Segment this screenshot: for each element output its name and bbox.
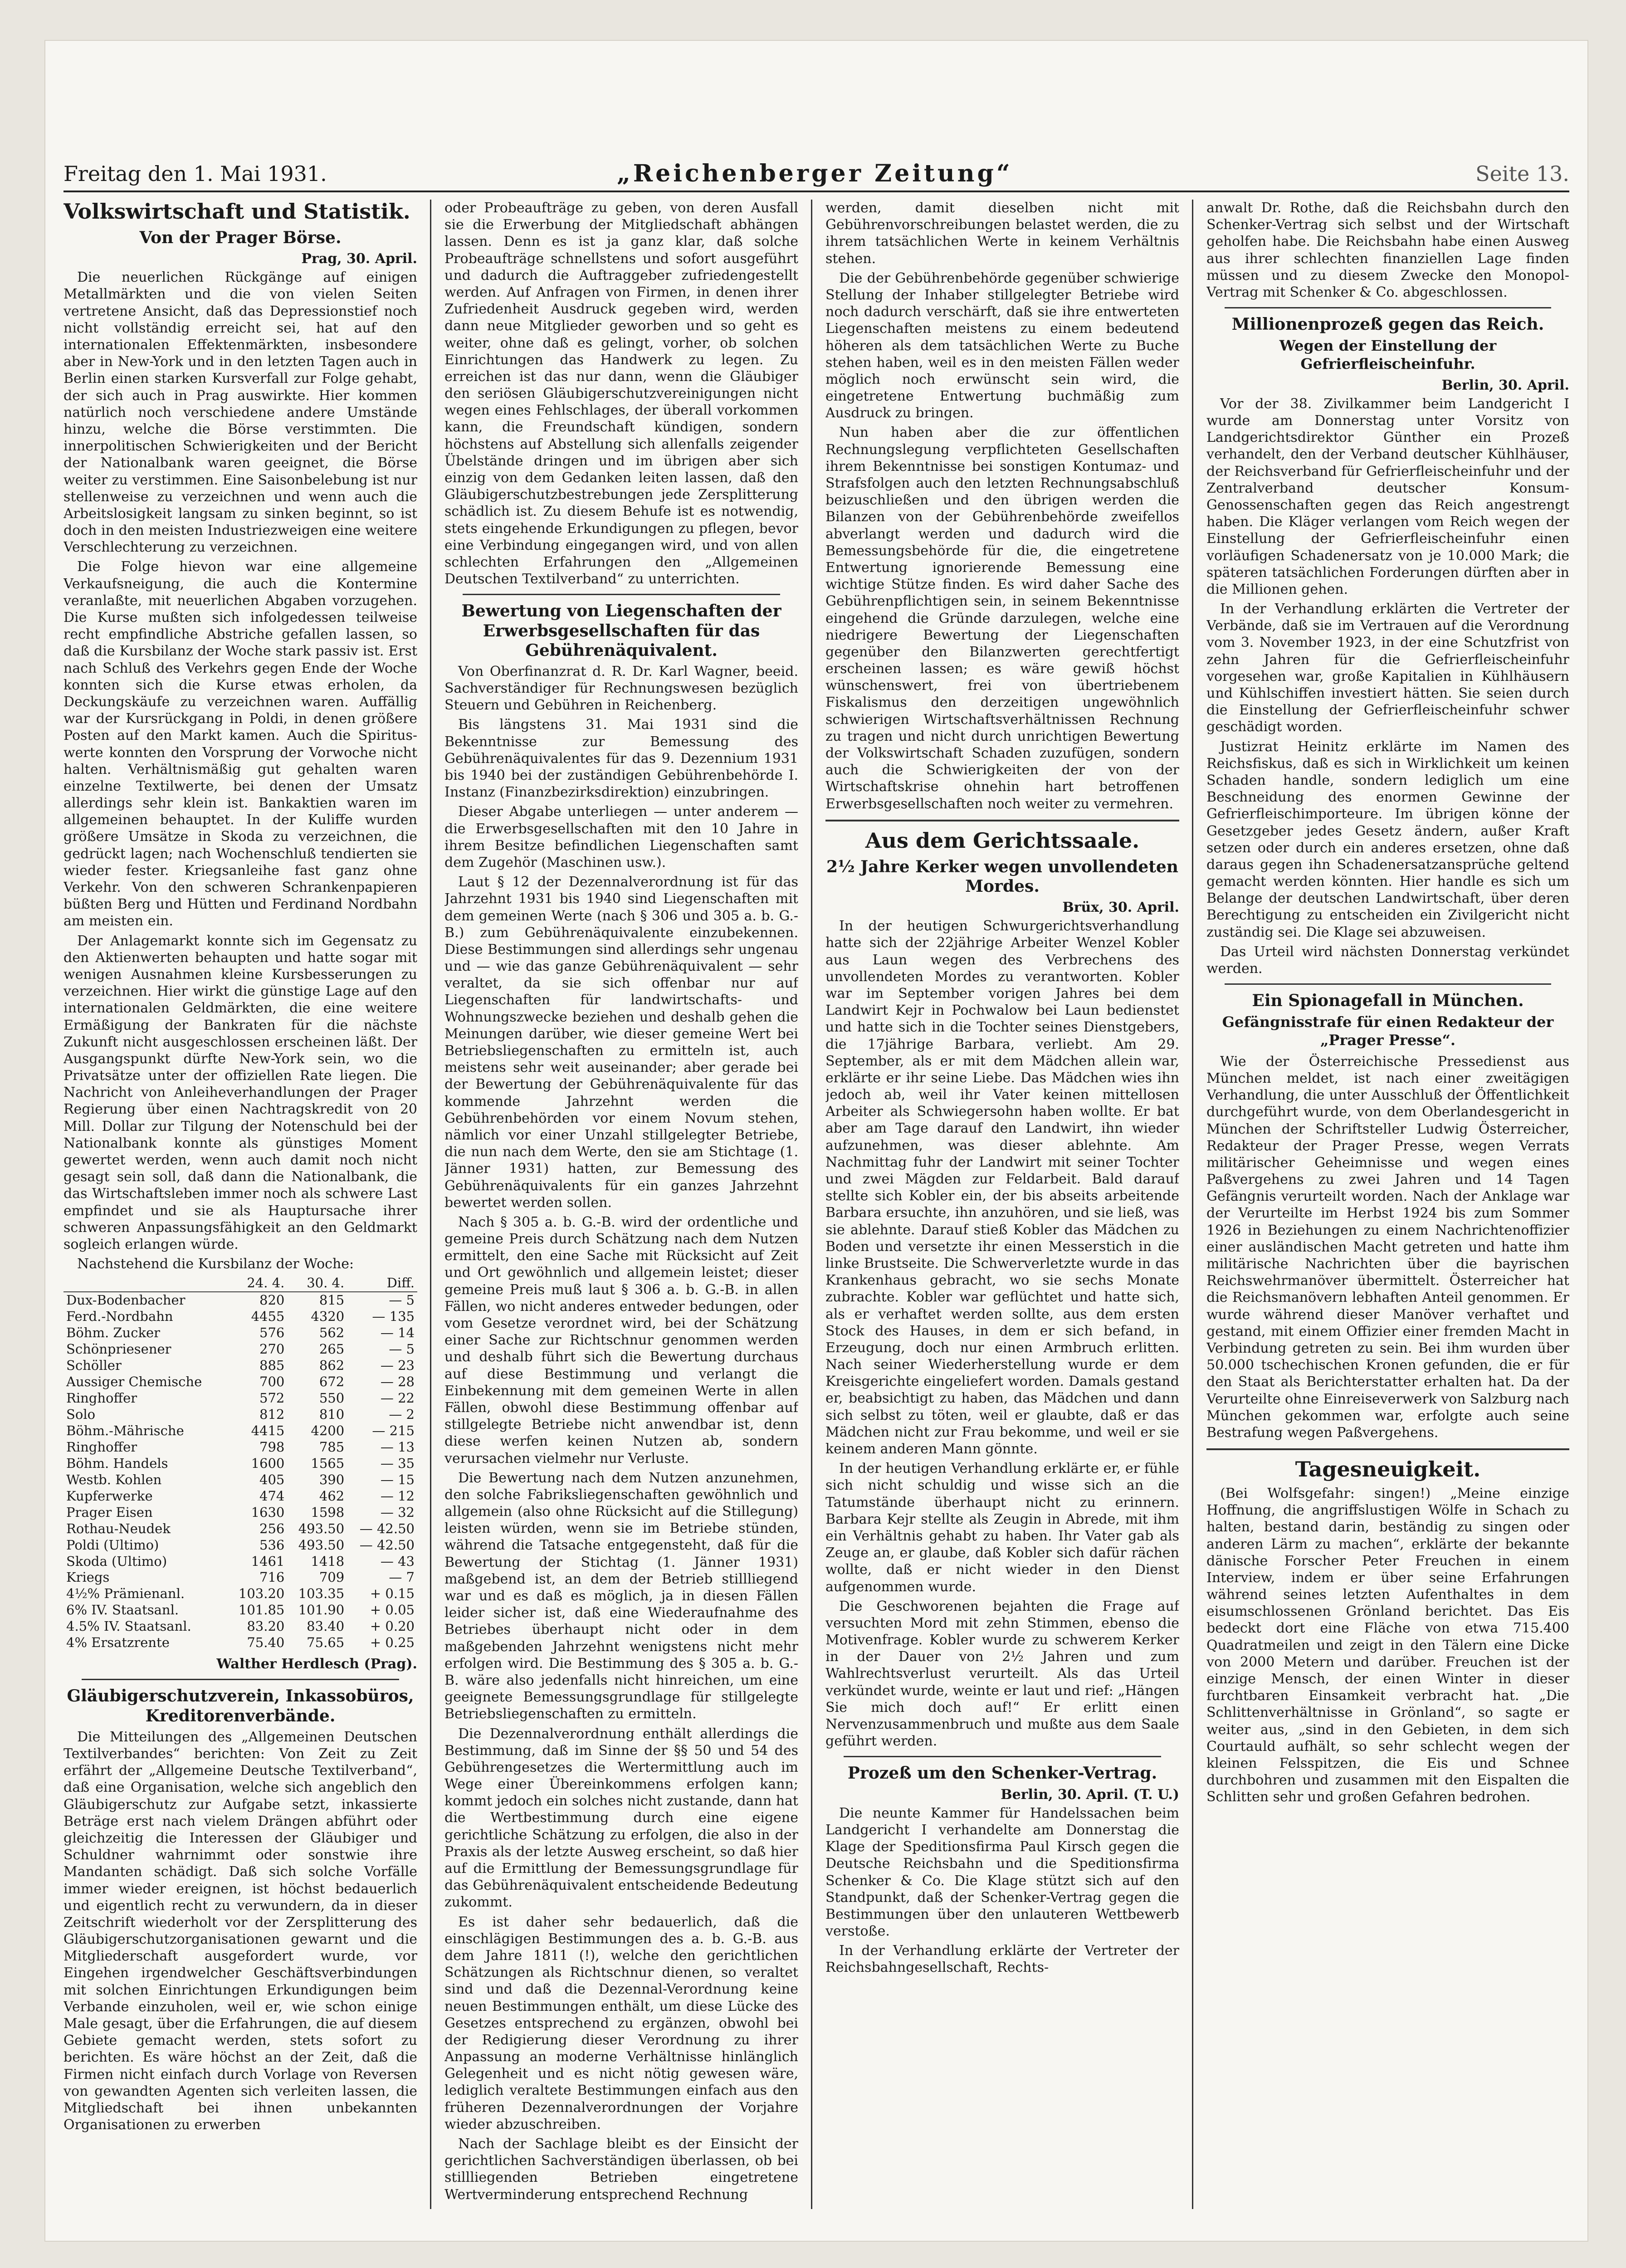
paragraph: Vor der 38. Zivilkammer beim Landgericht I wurde am Donnerstag unter Vorsitz von Landgerichtsdirektor Günther ein Prozeß verhandelt, den der Verband deutscher Kühlhäuser, der Reichsverband für Gefrierfleischeinfuhr und der Zentralverband deutscher Konsum-Genossenschaften gegen das Reich angestrengt haben. Die Kläger verlangen vom Reich wegen der Einstellung der Gefrierfleischeinfuhr einen vorläufigen Schadenersatz von je 10.000 Mark; die späteren tatsächlichen Forderungen dürften aber in die Millionen gehen. — [1206, 396, 1569, 597]
table-row — [63, 1407, 417, 1423]
paragraph: Bis längstens 31. Mai 1931 sind die Bekenntnisse zur Bemessung des Gebührenäquivalentes für das 9. Dezennium 1931 bis 1940 bei der zuständigen Gebührenbehörde I. Instanz (Finanzbezirksdirektion) einzubringen. — [444, 717, 798, 801]
paragraph: oder Probeaufträge zu geben, von deren Ausfall sie die Erwerbung der Mitgliedschaft abhängen lassen. Denn es ist ja ganz klar, daß solche Probeaufträge schnellstens und sofort ausgeführt und dadurch die Auftraggeber zufriedengestellt werden. Auf Anfragen von Firmen, in denen ihrer Zufriedenheit Ausdruck gegeben wird, werden dann neue Mitglieder geworben und so geht es weiter, ohne daß es gelingt, vorher, ob solchen Einrichtungen das Handwerk zu legen. Zu erreichen ist das nur dann, wenn die Gläubiger den seriösen Gläubigerschutzvereinigungen nicht wegen eines Fehlschlages, der überall vorkommen kann, die Freundschaft kündigen, sondern höchstens auf Abstellung sich allenfalls zeigender Übelstände dringen und im übrigen aber sich einzig von dem Gedanken leiten lassen, daß den Gläubigerschutzbestrebungen jede Zersplitterung schädlich ist. Zu diesem Behufe ist es notwendig, stets eingehende Erkundigungen zu pflegen, bevor eine Verbindung eingegangen wird, und von allen schlechten Erfahrungen den „Allgemeinen Deutschen Textilverband“ zu unterrichten. — [444, 200, 798, 587]
table-cell: 1565 — [311, 1455, 345, 1471]
table-cell: 1600 — [251, 1455, 285, 1471]
table-cell: — 13 — [380, 1439, 415, 1455]
paragraph: Nach § 305 a. b. G.-B. wird der ordentliche und gemeine Preis durch Schätzung nach dem Nutzen ermittelt, den eine Sache mit Rücksicht auf Zeit und Ort gewöhnlich und allgemein leistet; dieser gemeine Preis muß laut § 306 a. b. G.-B. in allen Fällen, wo nicht anderes entweder bedungen, oder vom Gesetze verordnet wird, bei der Schätzung einer Sache zur Richtschnur genommen werden und deshalb führt sich die Bewertung durchaus auf diese Bestimmung und verlangt die Einbekennung mit dem gemeinen Werte in allen Fällen, obwohl diese Bestimmung offenbar auf stillgelegte Betriebe nicht anwendbar ist, denn diese werfen keinen Nutzen ab, sondern verursachen vielmehr nur Verluste. — [444, 1214, 798, 1466]
section-title-court: Aus dem Gerichtssaale. — [865, 828, 1140, 853]
table-cell: — 42.50 — [359, 1520, 415, 1536]
section-title-news: Tagesneuigkeit. — [1295, 1457, 1481, 1482]
table-cell: 75.40 — [247, 1635, 285, 1651]
column-rule — [430, 200, 431, 2209]
table-header-cell: 30. 4. — [287, 1275, 347, 1292]
paragraph: Die Geschworenen bejahten die Frage auf versuchten Mord mit zehn Stimmen, ebenso die Motivenfrage. Kobler wurde zu schwerem Kerker in der Dauer von 2½ Jahren und zum Wahlrechtsverlust verurteilt. Als das Urteil verkündet wurde, weinte er laut und rief: „Hängen Sie mich doch auf!“ Er erlitt einen Nervenzusammenbruch und mußte aus dem Saale geführt werden. — [825, 1598, 1179, 1750]
article-author: Walther Herdlesch (Prag). — [216, 1656, 417, 1672]
table-cell: 265 — [319, 1341, 345, 1357]
table-cell: 536 — [259, 1537, 285, 1553]
table-cell: 810 — [319, 1406, 345, 1422]
table-row — [63, 1456, 417, 1472]
table-row — [63, 1341, 417, 1358]
table-cell: 493.50 — [298, 1537, 345, 1553]
paragraph: Die Mitteilungen des „Allgemeinen Deutschen Textilverbandes“ berichten: Von Zeit zu Zeit erfährt der „Allgemeine Deutsche Textilverband“, daß eine Organisation, welche sich angeblich den Gläubigerschutz zur Aufgabe setzt, inkassierte Beträge erst nach vielem Drängen abführt oder gleichzeitig die Interessen der Gläubiger und Schuldner wahrnimmt oder sonstwie ihre Mandanten schädigt. Daß sich solche Vorfälle immer wieder ereignen, ist höchst bedauerlich und eigentlich recht zu verwundern, da in dieser Zeitschrift wiederholt vor der Zersplitterung des Gläubigerschutzorganisationen gewarnt und die Mitgliederschaft ausgefordert wurde, vor Eingehen irgendwelcher Geschäftsverbindungen mit solchen Einrichtungen Erkundigungen beim Verbande einzuholen, weil er, wie schon einige Male gesagt, über die Erfahrungen, die auf diesem Gebiete gemacht werden, stets sofort zu berichten. Es wäre höchst an der Zeit, daß die Firmen nicht einfach durch Vorlage von Reversen von gewandten Agenten sich verleiten lassen, die Mitgliedschaft bei ihnen unbekannten Organisationen zu erwerben — [63, 1729, 417, 2133]
paragraph: Das Urteil wird nächsten Donnerstag verkündet werden. — [1206, 943, 1569, 977]
table-cell: + 0.25 — [370, 1635, 415, 1651]
table-cell: 572 — [259, 1390, 285, 1406]
table-cell: 4320 — [311, 1309, 345, 1325]
table-row — [63, 1292, 417, 1309]
divider — [463, 594, 780, 595]
table-cell: Rothau-Neudek — [66, 1520, 171, 1536]
table-cell: 716 — [259, 1569, 285, 1585]
table-cell: 812 — [259, 1406, 285, 1422]
paragraph: In der Verhandlung erklärten die Vertreter der Verbände, daß sie im Vertrauen auf die Verordnung vom 3. November 1923, in der eine Schutzfrist von zehn Jahren für die Gefrierfleischeinfuhr vorgesehen war, große Kapitalien in Kühlhäusern und Kühlschiffen investiert hätten. Sie seien durch die Einstellung der Gefrierfleischeinfuhr schwer geschädigt worden. — [1206, 601, 1569, 735]
divider — [844, 1756, 1161, 1757]
table-cell: 820 — [259, 1292, 285, 1308]
article-title-boerse: Von der Prager Börse. — [139, 228, 342, 247]
table-cell: — 23 — [380, 1358, 415, 1374]
table-row — [63, 1554, 417, 1570]
table-cell: 672 — [319, 1374, 345, 1390]
article-title-schenker: Prozeß um den Schenker-Vertrag. — [847, 1764, 1157, 1783]
table-cell: 700 — [259, 1374, 285, 1390]
table-row — [63, 1569, 417, 1586]
table-cell: — 43 — [380, 1553, 415, 1569]
table-cell: Schönpriesener — [66, 1341, 171, 1357]
header-page-number: Seite 13. — [1475, 161, 1569, 186]
table-cell: + 0.15 — [370, 1586, 415, 1602]
table-row — [63, 1521, 417, 1537]
paragraph: In der heutigen Schwurgerichtsverhandlung hatte sich der 22jährige Arbeiter Wenzel Kobler aus Laun wegen des Verbrechens des unvollendeten Mordes zu verantworten. Kobler war im September vorigen Jahres bei dem Landwirt Kejr in Pochwalow bei Laun bedienstet und hatte sich in die Tochter seines Dienstgebers, die 17jährige Barbara, verliebt. Am 29. September, als er mit dem Mädchen allein war, erklärte er ihr seine Liebe. Das Mädchen wies ihn jedoch ab, weil ihr Vater keinen mittellosen Arbeiter als Schwiegersohn haben wollte. Er bat aber am Tage darauf den Landwirt, ihn wieder aufzunehmen, was dieser ablehnte. Am Nachmittag fuhr der Landwirt mit seiner Tochter und zwei Mägden zur Feldarbeit. Bald darauf stellte sich Kobler ein, der bis abseits arbeitende Barbara ersuchte, ihn anzuhören, und sie ließ, was sie ablehnte. Darauf stieß Kobler das Mädchen zu Boden und versetzte ihr einen Messerstich in die linke Brustseite. Die Schwerverletzte wurde in das Krankenhaus gebracht, wo sie sechs Monate zubrachte. Kobler war geflüchtet und hatte sich, als er verhaftet werden sollte, aus dem ersten Stock des Hauses, in dem er sich befand, in Erzeugung, doch nur einen Armbruch erlitten. Nach seiner Wiederherstellung wurde er dem Kreisgerichte eingeliefert worden. Damals gestand er, beabsichtigt zu haben, das Mädchen und dann sich selbst zu töten, weil er glaubte, daß er das Mädchen nicht zur Frau bekomme, und weil er sie keinem anderen Mann gönnte. — [825, 918, 1179, 1457]
paragraph: Nun haben aber die zur öffentlichen Rechnungslegung verpflichteten Gesellschaften ihrem Bekenntnisse bei sonstigen Kontumaz- und Strafsfolgen auch den letzten Rechnungsabschluß beizuschließen und den übrigen werden die Bilanzen von der Gebührenbehörde zweifellos abverlangt werden und dadurch wird die Bemessungsbehörde für die, die eingetretene Entwertung ignorierende Bemessung eine wichtige Stütze finden. Es wird daher Sache des Gebührenpflichtigen sein, in seinem Bekenntnisse eingehend die Gründe darzulegen, welche eine niedrigere Bewertung der Liegenschaften gegenüber den Bilanzwerten gerechtfertigt erscheinen lassen; es wäre gewiß höchst wünschenswert, frei von übertriebenem Fiskalismus den derzeitigen ungewöhnlich schwierigen Wirtschaftsverhältnissen Rechnung zu tragen und nicht durch unrichtigen Bewertung der Volkswirtschaft Schaden zuzufügen, sondern auch die Schwierigkeiten der von der Wirtschaftskrise ohnehin hart betroffenen Erwerbsgesellschaften noch weiter zu vermehren. — [825, 425, 1179, 812]
table-body — [63, 1292, 417, 1651]
table-cell: 101.85 — [238, 1602, 285, 1618]
article-subtitle: Gefängnisstrafe für einen Redakteur der „Prager Presse“. — [1222, 1013, 1554, 1049]
table-header-cell: 24. 4. — [228, 1275, 288, 1292]
table-cell: 474 — [259, 1488, 285, 1504]
table-row — [63, 1537, 417, 1554]
table-row — [63, 1358, 417, 1374]
article-subtitle: Wegen der Einstellung der Gefrierfleischeinfuhr. — [1279, 337, 1497, 372]
stock-price-table — [63, 1275, 417, 1651]
table-cell: 103.35 — [298, 1586, 345, 1602]
table-cell: 4½% Prämienanl. — [66, 1586, 185, 1602]
table-caption: Nachstehend die Kursbilanz der Woche: — [77, 1256, 354, 1272]
paragraph: Die Dezennalverordnung enthält allerdings die Bestimmung, daß im Sinne der §§ 50 und 54 des Gebührengesetzes die Wertermittlung auch im Wege einer Übereinkommens erfolgen kann; kommt jedoch ein solches nicht zustande, dann hat die Wertbestimmung durch eine eigene gerichtliche Schätzung zu erfolgen, die also in der Praxis als der letzte Ausweg erscheint, so daß hier auf die Ermittlung der Bemessungsgrundlage für das Gebührenäquivalent entscheidende Bedeutung zukommt. — [444, 1725, 798, 1911]
article-title-millionenprozess: Millionenprozeß gegen das Reich. — [1231, 315, 1544, 334]
paragraph: Die Folge hievon war eine allgemeine Verkaufsneigung, die auch die Kontermine veranlaßte, mit neuerlichen Abgaben vorzugehen. Die Kurse mußten sich infolgedessen teilweise recht empfindliche Abstriche gefallen lassen, so daß die Kursbilanz der Woche stark passiv ist. Erst nach Schluß des Verkehrs gegen Ende der Woche konnten sich die Kurse etwas erholen, da Deckungskäufe zu verzeichnen waren. Auffällig war der Kursrückgang in Poldi, in denen größere Posten auf den Markt kamen. Auch die Spiritus-werte konnten den Vorsprung der Vorwoche nicht halten. Verhältnismäßig gut gehalten waren einzelne Textilwerte, bei denen der Umsatz allerdings sehr klein ist. Bankaktien waren im allgemeinen behauptet. In der Kuliffe wurden größere Umsätze in Skoda zu verzeichnen, die gedrückt lagen; nach Wochenschluß tendierten sie wieder fester. Kriegsanleihe fast ganz ohne Verkehr. Von den schweren Schrankenpapieren büßten Berg und Hütten und Ferdinand Nordbahn am meisten ein. — [63, 559, 417, 929]
column-rule — [811, 200, 812, 2209]
table-cell: — 5 — [389, 1341, 415, 1357]
table-cell: Ferd.-Nordbahn — [66, 1309, 173, 1325]
table-row — [63, 1505, 417, 1521]
table-cell: 862 — [319, 1358, 345, 1374]
table-cell: 390 — [319, 1471, 345, 1487]
header-masthead: „Reichenberger Zeitung“ — [617, 160, 1013, 187]
dateline: Prag, 30. April. — [301, 251, 417, 267]
table-cell: — 14 — [380, 1325, 415, 1341]
divider — [82, 1679, 399, 1680]
table-cell: Schöller — [66, 1358, 122, 1374]
column-2 — [444, 200, 798, 2209]
table-cell: 405 — [259, 1471, 285, 1487]
table-cell: 256 — [259, 1520, 285, 1536]
table-row — [63, 1602, 417, 1618]
column-rule — [1192, 200, 1193, 2209]
table-cell: 462 — [319, 1488, 345, 1504]
paragraph: Nach der Sachlage bleibt es der Einsicht der gerichtlichen Sachverständigen überlassen, ob bei stillliegenden Betrieben eingetretene Wertverminderung entsprechend Rechnung — [444, 2136, 798, 2203]
table-row — [63, 1586, 417, 1602]
paragraph: Justizrat Heinitz erklärte im Namen des Reichsfiskus, daß es sich in Wirklichkeit um keinen Schaden handle, sondern lediglich um eine Beschneidung des enormen Gewinne der Gefrierfleischimporteure. Im übrigen könne der Gesetzgeber jedes Gesetz ändern, außer Kraft setzen oder durch ein anderes ersetzen, ohne daß daraus gegen ihn Schadenersatzansprüche geltend gemacht werden könnten. Hier handle es sich um Belange der deutschen Landwirtschaft, über deren Berechtigung zu entscheiden ein Zivilgericht nicht zuständig sei. Die Klage sei abzuweisen. — [1206, 738, 1569, 940]
paragraph: In der heutigen Verhandlung erklärte er, er fühle sich nicht schuldig und wisse sich an die Tatumstände überhaupt nicht zu erinnern. Barbara Kejr stellte als Zeugin in Abrede, mit ihm ein Verhältnis gehabt zu haben. Ihr Vater gab als Zeuge an, er glaube, daß Kobler sich dafür rächen wollte, daß er nicht wieder in den Dienst aufgenommen wurde. — [825, 1461, 1179, 1595]
table-header-row — [63, 1275, 417, 1292]
table-cell: — 35 — [380, 1455, 415, 1471]
column-1 — [63, 200, 417, 2209]
table-row — [63, 1325, 417, 1341]
table-cell: 562 — [319, 1325, 345, 1341]
table-cell: Kriegs — [66, 1569, 110, 1585]
table-cell: 1461 — [251, 1553, 285, 1569]
table-cell: — 28 — [380, 1374, 415, 1390]
table-cell: Böhm. Zucker — [66, 1325, 161, 1341]
table-cell: — 42.50 — [359, 1537, 415, 1553]
table-row — [63, 1635, 417, 1651]
table-cell: 709 — [319, 1569, 345, 1585]
paragraph: Die neunte Kammer für Handelssachen beim Landgericht I verhandelte am Donnerstag die Klage der Speditionsfirma Paul Kirsch gegen die Deutsche Reichsbahn und die Speditionsfirma Schenker & Co. Die Klage stützt sich auf den Standpunkt, daß der Schenker-Vertrag gegen die Bestimmungen über den unlauteren Wettbewerb verstoße. — [825, 1805, 1179, 1940]
paragraph: Dieser Abgabe unterliegen — unter anderem — die Erwerbsgesellschaften mit den 10 Jahre in ihrem Besitze befindlichen Liegenschaften samt dem Zugehör (Maschinen usw.). — [444, 804, 798, 870]
article-title-bewertung: Bewertung von Liegenschaften der Erwerbsgesellschaften für das Gebührenäquivalent. — [461, 601, 781, 660]
dateline: Brüx, 30. April. — [1062, 899, 1179, 916]
table-cell: 815 — [319, 1292, 345, 1308]
table-cell: Prager Eisen — [66, 1504, 153, 1520]
table-row — [63, 1488, 417, 1505]
table-row — [63, 1423, 417, 1439]
dateline: Berlin, 30. April. — [1441, 377, 1569, 393]
table-cell: Solo — [66, 1406, 96, 1422]
paragraph: In der Verhandlung erklärte der Vertreter der Reichsbahngesellschaft, Rechts- — [825, 1943, 1179, 1976]
table-cell: 4455 — [251, 1309, 285, 1325]
table-row — [63, 1618, 417, 1635]
table-cell: 4200 — [311, 1422, 345, 1438]
paragraph: anwalt Dr. Rothe, daß die Reichsbahn durch den Schenker-Vertrag sich selbst und der Wirtschaft geholfen habe. Die Reichsbahn habe einen Ausweg aus ihrer schlechten finanziellen Lage finden müssen und zu diesem Zwecke den Monopol-Vertrag mit Schenker & Co. abgeschlossen. — [1206, 200, 1569, 300]
table-row — [63, 1390, 417, 1407]
table-cell: — 32 — [380, 1504, 415, 1520]
divider — [1225, 983, 1551, 985]
divider — [1225, 307, 1551, 308]
column-4 — [1206, 200, 1569, 2209]
newspaper-page — [45, 41, 1587, 2241]
table-cell: 6% IV. Staatsanl. — [66, 1602, 179, 1618]
table-row — [63, 1439, 417, 1456]
paragraph: Der Anlagemarkt konnte sich im Gegensatz zu den Aktienwerten behaupten und hatte sogar mit wenigen Ausnahmen kleine Kursbesserungen zu verzeichnen. Hier wirkt die günstige Lage auf den internationalen Geldmärkten, die eine weitere Ermäßigung der Bankraten für die nächste Zukunft nicht ausgeschlossen erscheinen läßt. Der Ausgangspunkt dürfte New-York sein, wo die Privatsätze unter der offiziellen Rate liegen. Die Nachricht von Anleiheverhandlungen der Prager Regierung über einen Nachtragskredit von 20 Mill. Dollar zur Tilgung der Notenschuld bei der Nationalbank konnte als günstiges Moment gewertet werden, wenn auch damit noch nicht gesagt sein soll, daß dann die Nationalbank, die das Wirtschaftsleben immer noch als schwere Last empfindet und sie als Hauptursache ihrer schweren Anpassungsfähigkeit an den Geldmarkt sogleich erlangen würde. — [63, 933, 417, 1252]
table-cell: Ringhoffer — [66, 1439, 137, 1455]
table-cell: — 22 — [380, 1390, 415, 1406]
table-cell: 4% Ersatzrente — [66, 1635, 170, 1651]
table-cell: 101.90 — [298, 1602, 345, 1618]
paragraph: Es ist daher sehr bedauerlich, daß die einschlägigen Bestimmungen des a. b. G.-B. aus dem Jahre 1811 (!), welche den gerichtlichen Schätzungen als Richtschnur dienen, so veraltet sind und daß die Dezennal-Verordnung keine neuen Bestimmungen enthält, um diese Lücke des Gesetzes entsprechend zu ergänzen, obwohl bei der Redigierung dieser Verordnung zu ihrer Anpassung an moderne Verhältnisse hinlänglich Gelegenheit und es nicht nötig gewesen wäre, lediglich veraltete Bestimmungen einfach aus den früheren Dezennalverordnungen der Vorjahre wieder abzuschreiben. — [444, 1914, 798, 2132]
table-cell: 103.20 — [238, 1586, 285, 1602]
page-header — [63, 159, 1569, 192]
paragraph: Die der Gebührenbehörde gegenüber schwierige Stellung der Inhaber stillgelegter Betriebe wird noch dadurch verschärft, daß sie ihre entwerteten Liegenschaften meistens zu einem bedeutend höheren als dem tatsächlichen Werte zu Buche stehen haben, weil es in den meisten Fällen weder möglich noch erwünscht sein wird, die eingetretene Entwertung buchmäßig zum Ausdruck zu bringen. — [825, 270, 1179, 421]
table-cell: 1598 — [311, 1504, 345, 1520]
table-cell: + 0.05 — [370, 1602, 415, 1618]
paragraph: (Bei Wolfsgefahr: singen!) „Meine einzige Hoffnung, die angriffslustigen Wölfe in Schach zu halten, bestand darin, beständig zu singen oder anderen Lärm zu machen“, erklärte der bekannte dänische Forscher Peter Freuchen in einem Interview, indem er über seine Erfahrungen während seines letzten Aufenthaltes in dem eisumschlossenen Grönland berichtet. Das Eis bedeckt dort eine Fläche von etwa 715.400 Quadratmeilen und zeigt in den Tälern eine Dicke von 2000 Metern und darüber. Freuchen ist der einzige Mensch, der einen Winter in dieser furchtbaren Einsamkeit verbracht hat. „Die Schlittenverhältnisse in Grönland“, so sagte er weiter aus, „sind in den Gebieten, in dem sich Courtauld aufhält, so sehr schlecht wegen der kleinen Felsspitzen, die Eis und Schnee durchbohren und zusammen mit den Eispalten die Schlitten sehr und großen Gefahren bedrohen. — [1206, 1485, 1569, 1805]
table-cell: Kupferwerke — [66, 1488, 153, 1504]
table-cell: 550 — [319, 1390, 345, 1406]
table-cell: Böhm. Handels — [66, 1455, 168, 1471]
table-cell: 270 — [259, 1341, 285, 1357]
table-row — [63, 1374, 417, 1390]
table-header-cell — [63, 1275, 228, 1292]
table-cell: — 15 — [380, 1471, 415, 1487]
table-cell: 1418 — [311, 1553, 345, 1569]
table-cell: 4415 — [251, 1422, 285, 1438]
article-title-spionage: Ein Spionagefall in München. — [1252, 991, 1524, 1011]
table-row — [63, 1309, 417, 1325]
table-cell: Poldi (Ultimo) — [66, 1537, 159, 1553]
table-cell: 83.20 — [247, 1618, 285, 1634]
table-cell: Aussiger Chemische — [66, 1374, 202, 1390]
table-cell: 83.40 — [307, 1618, 345, 1634]
paragraph: Laut § 12 der Dezennalverordnung ist für das Jahrzehnt 1931 bis 1940 sind Liegenschaften mit dem gemeinen Werte (nach § 306 und 305 a. b. G.-B.) zum Gebührenäquivalente einzubekennen. Diese Bestimmungen sind allerdings sehr ungenau und — wie das ganze Gebührenäquivalent — sehr veraltet, da sie sich offenbar nur auf Liegenschaften für landwirtschafts- und Wohnungszwecke beziehen und deshalb gehen die Meinungen darüber, wie dieser gemeine Wert bei Betriebsliegenschaften zu ermitteln ist, auch meistens sehr weit auseinander; aber gerade bei der Bewertung der Gebührenäquivalente für das kommende Jahrzehnt werden die Gebührenbehörden vor einem Novum stehen, nämlich vor einer Unzahl stillgelegter Betriebe, die nun nach dem Werte, den sie am Stichtage (1. Jänner 1931) hatten, zur Bemessung des Gebührenäquivalents für ein ganzes Jahrzehnt bewertet werden sollen. — [444, 874, 798, 1211]
table-cell: — 215 — [372, 1422, 415, 1438]
table-cell: 785 — [319, 1439, 345, 1455]
table-cell: — 5 — [389, 1292, 415, 1308]
table-cell: 576 — [259, 1325, 285, 1341]
paragraph: Die neuerlichen Rückgänge auf einigen Metallmärkten und die von vielen Seiten vertretene Ansicht, daß das Depressionstief noch nicht vollständig erreicht sei, hat auf den internationalen Effektenmärkten, insbesondere aber in New-York und in den letzten Tagen auch in Berlin einen starken Kursverfall zur Folge gehabt, der sich auch in Prag auswirkte. Hier kommen natürlich noch verschiedene andere Umstände hinzu, welche die Börse verstimmten. Die innerpolitischen Schwierigkeiten und der Bericht der Nationalbank waren geeignet, die Börse weiter zu verstimmen. Eine Saisonbelebung ist nur stellenweise zu verzeichnen und wenn auch die Arbeitslosigkeit langsam zu sinken beginnt, so ist doch in den meisten Industriezweigen eine weitere Verschlechterung zu verzeichnen. — [63, 269, 417, 556]
divider — [825, 820, 1179, 821]
article-title-glaeubiger: Gläubigerschutzverein, Inkassobüros, Kreditorenverbände. — [67, 1686, 414, 1725]
table-cell: — 135 — [372, 1309, 415, 1325]
table-row — [63, 1472, 417, 1488]
section-title-economy: Volkswirtschaft und Statistik. — [63, 200, 410, 224]
table-header-cell: Diff. — [347, 1275, 417, 1292]
paragraph: Die Bewertung nach dem Nutzen anzunehmen, den solche Fabriksliegenschaften gewöhnlich und allgemein (also ohne Rücksicht auf die Stillegung) leisten würden, wenn sie im Betriebe stünden, während die Tatsache entgegensteht, daß für die Bewertung der Stichtag (1. Jänner 1931) maßgebend ist, an dem der Betrieb stillliegend war und es daß es möglich, ja in diesen Fällen leider sicher ist, daß eine Wiederaufnahme des Betriebes überhaupt nicht oder in dem maßgebenden Jahrzehnt wenigstens nicht mehr erfolgen wird. Die Bestimmung des § 305 a. b. G.-B. wäre also jedenfalls nicht hinreichen, um eine geeignete Bemessungsgrundlage für stillgelegte Betriebsliegenschaften zu ermitteln. — [444, 1470, 798, 1722]
article-byline: Von Oberfinanzrat d. R. Dr. Karl Wagner, beeid. Sachverständiger für Rechnungswesen bezüglich Steuern und Gebühren in Reichenberg. — [444, 663, 798, 714]
table-cell: — 2 — [389, 1406, 415, 1422]
table-cell: — 12 — [380, 1488, 415, 1504]
paragraph: werden, damit dieselben nicht mit Gebührenvorschreibungen belastet werden, die zu ihrem tatsächlichen Werte in keinem Verhältnis stehen. — [825, 200, 1179, 267]
table-cell: 1630 — [251, 1504, 285, 1520]
table-cell: 4.5% IV. Staatsanl. — [66, 1618, 191, 1634]
column-3 — [825, 200, 1179, 2209]
table-cell: Böhm.-Mährische — [66, 1422, 184, 1438]
dateline: Berlin, 30. April. (T. U.) — [1001, 1786, 1179, 1803]
divider — [1206, 1448, 1569, 1450]
table-cell: + 0.20 — [370, 1618, 415, 1634]
article-title-kerker: 2½ Jahre Kerker wegen unvollendeten Mordes. — [826, 857, 1178, 896]
header-date: Freitag den 1. Mai 1931. — [63, 161, 327, 186]
table-cell: — 7 — [389, 1569, 415, 1585]
table-cell: 798 — [259, 1439, 285, 1455]
table-cell: 493.50 — [298, 1520, 345, 1536]
table-cell: Skoda (Ultimo) — [66, 1553, 167, 1569]
table-cell: Dux-Bodenbacher — [66, 1292, 186, 1308]
table-cell: 75.65 — [307, 1635, 345, 1651]
table-cell: Westb. Kohlen — [66, 1471, 162, 1487]
table-cell: Ringhoffer — [66, 1390, 137, 1406]
paragraph: Wie der Österreichische Pressedienst aus München meldet, ist nach einer zweitägigen Verhandlung, die unter Ausschluß der Öffentlichkeit durchgeführt wurde, von dem Oberlandesgericht in München der Schriftsteller Ludwig Österreicher, Redakteur der Prager Presse, wegen Verrats militärischer Geheimnisse und wegen eines Paßvergehens zu zwei Jahren und 14 Tagen Gefängnis verurteilt worden. Nach der Anklage war der Verurteilte im Herbst 1924 bis zum Sommer 1926 in Beziehungen zu einem Nachrichtenoffizier einer ausländischen Macht getreten und hatte ihm militärische Nachrichten über die bayrischen Reichswehrmanöver übermittelt. Österreicher hat die Reichsmanövern lebhaften Anteil genommen. Er wurde während dieser Manöver verhaftet und gestand, mit einem Offizier einer fremden Macht in Verbindung getreten zu sein. Bei ihm wurden über 50.000 tschechischen Kronen gefunden, die er für den Staat als Berichterstatter erhalten hat. Da der Verurteilte ohne Einreiseverwerk von Salzburg nach München gekommen war, erfolgte auch seine Bestrafung wegen Paßvergehens. — [1206, 1053, 1569, 1441]
table-cell: 885 — [259, 1358, 285, 1374]
